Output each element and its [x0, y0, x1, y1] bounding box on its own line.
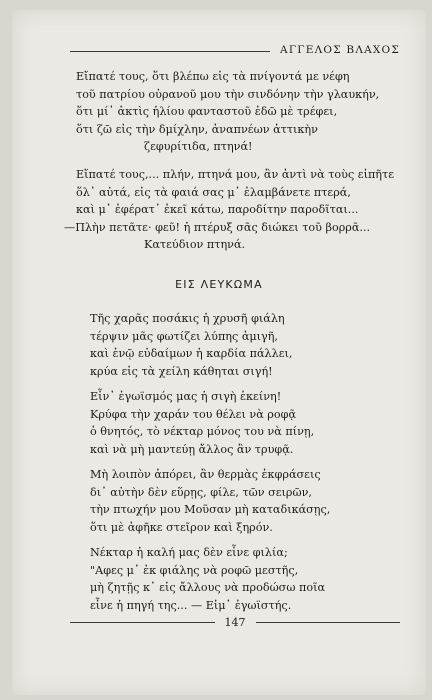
poem-title: ΕΙΣ ΛΕΥΚΩΜΑ — [175, 278, 263, 291]
verse-line: —Πλὴν πετᾶτε· φεῦ! ἡ πτέρυξ σᾶς διώκει τοῦ βορρᾶ... — [64, 220, 371, 234]
footer-rule-left — [70, 622, 215, 623]
poem1-stanza-2 — [64, 166, 416, 254]
verse-line: Τῆς χαρᾶς ποσάκις ἡ χρυσῆ φιάλη — [90, 312, 285, 325]
book-page — [12, 10, 426, 695]
verse-line: Εἶν᾿ ἐγωϊσμός μας ἡ σιγὴ ἐκείνη! — [90, 390, 282, 403]
verse-line: Κατεύδιον πτηνά. — [144, 238, 246, 252]
verse-line: μὴ ζητῇς κ᾿ εἰς ἄλλους νὰ προδώσω ποῖα — [90, 581, 326, 595]
verse-line: Κρύφα τὴν χαράν του θέλει νὰ ροφᾷ — [90, 407, 297, 421]
verse-line: "Αφες μ᾿ ἐκ φιάλης νὰ ροφῶ μεστῆς, — [90, 563, 299, 577]
poem2-stanza-3 — [90, 466, 430, 536]
verse-line: Εἴπατέ τους, ὅτι βλέπω εἰς τὰ πνίγοντά με νέφη — [76, 70, 350, 83]
poem2-stanza-1 — [90, 310, 430, 380]
verse-line: καὶ ἐνῷ εὐδαίμων ἡ καρδία πάλλει, — [90, 347, 293, 361]
page-footer — [70, 616, 400, 629]
verse-line: ὁ θνητός, τὸ νέκταρ μόνος του νὰ πίνῃ, — [90, 425, 315, 439]
poem1-stanza-1 — [76, 68, 416, 156]
page-number: 147 — [224, 616, 246, 629]
verse-line: ὅλ᾿ αὐτά, εἰς τὰ φαιά σας μ᾿ ἐλαμβάνετε πτερά, — [76, 185, 351, 199]
verse-line: καὶ μ᾿ ἐφέρατ᾿ ἐκεῖ κάτω, παροδίτην παροδῖται... — [76, 203, 359, 217]
verse-line: κρύα εἰς τὰ χείλη κάθηται σιγή! — [90, 364, 273, 378]
verse-line: Νέκταρ ἡ καλή μας δὲν εἶνε φιλία; — [90, 546, 288, 559]
verse-line: εἶνε ἡ πηγή της... — Εἰμ᾿ ἐγωϊστής. — [90, 598, 292, 612]
verse-line: τέρψιν μᾶς φωτίζει λύπης ἀμιγῆ, — [90, 329, 278, 343]
verse-line: δι᾿ αὐτὴν δὲν εὕρῃς, φίλε, τῶν σειρῶν, — [90, 485, 312, 499]
verse-line: ὅτι μὲ ἀφῆκε στεῖρον καὶ ξηρόν. — [90, 520, 273, 534]
verse-line: ὅτι μί᾿ ἀκτὶς ἡλίου φανταστοῦ ἐδῶ μὲ τρέφει, — [76, 105, 338, 119]
poem2-stanza-2 — [90, 388, 430, 458]
poem2-stanza-4 — [90, 544, 430, 614]
verse-line: τὴν πτωχήν μου Μοῦσαν μὴ καταδικάσῃς, — [90, 503, 331, 517]
verse-line: Μὴ λοιπὸν ἀπόρει, ἂν θερμὰς ἐκφράσεις — [90, 468, 321, 481]
header-rule — [70, 51, 270, 52]
verse-line: τοῦ πατρίου οὐρανοῦ μου τὴν σινδόνην τὴν γλαυκήν, — [76, 87, 380, 101]
running-header — [70, 44, 400, 56]
verse-line: Εἴπατέ τους,... πλήν, πτηνά μου, ἂν ἀντὶ νὰ τοὺς εἰπῆτε — [76, 168, 394, 181]
verse-line: ζεφυρίτιδα, πτηνά! — [144, 140, 253, 154]
verse-line: καὶ νὰ μὴ μαντεύῃ ἄλλος ἂν τρυφᾷ. — [90, 442, 294, 456]
footer-rule-right — [256, 622, 401, 623]
header-author: ΑΓΓΕΛΟΣ ΒΛΑΧΟΣ — [280, 44, 400, 56]
verse-line: ὅτι ζῶ εἰς τὴν δμίχλην, ἀναπνέων ἀττικὴν — [76, 122, 318, 136]
